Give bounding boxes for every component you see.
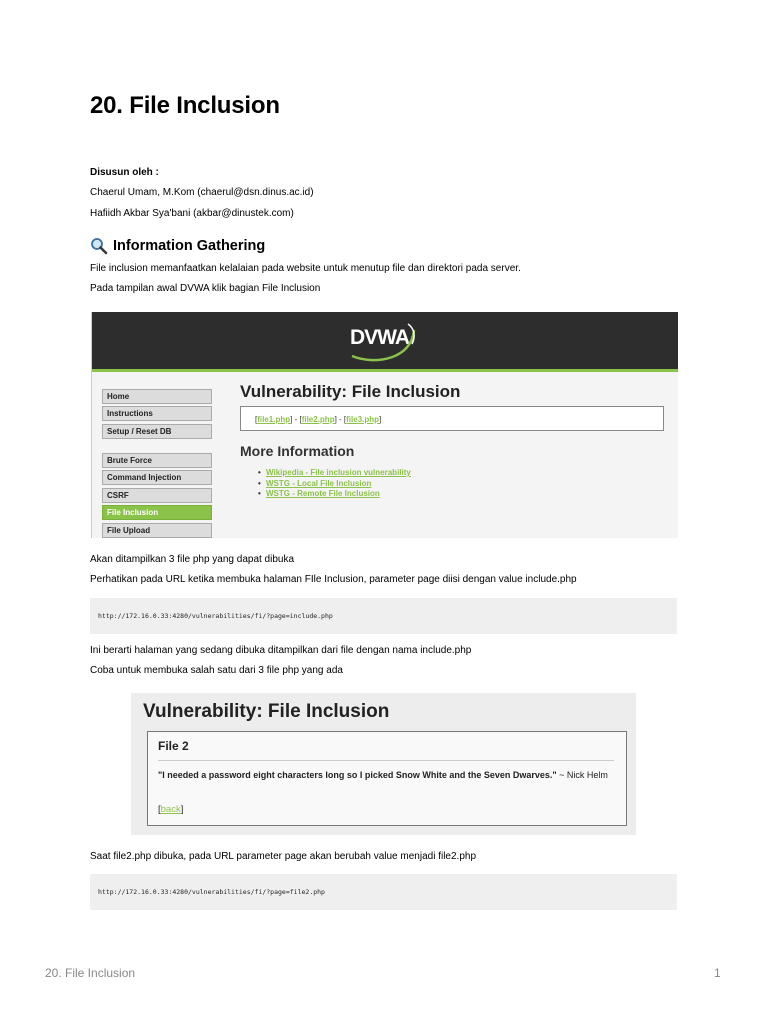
file2-link[interactable]: file2.php <box>301 415 335 424</box>
file2-subheading: File 2 <box>158 739 189 753</box>
footer-title: 20. File Inclusion <box>45 966 136 980</box>
info-link[interactable]: • Wikipedia - File inclusion vulnerability <box>266 468 411 477</box>
menu-item-instructions[interactable]: Instructions <box>102 406 212 421</box>
magnifier-icon <box>90 237 108 255</box>
authors-label: Disusun oleh : <box>90 167 159 178</box>
paragraph: Perhatikan pada URL ketika membuka halaman FIle Inclusion, parameter page diisi dengan value include.php <box>90 574 577 585</box>
back-link[interactable]: back <box>160 804 181 815</box>
file3-link[interactable]: file3.php <box>346 415 380 424</box>
menu-item-home[interactable]: Home <box>102 389 212 404</box>
paragraph: Saat file2.php dibuka, pada URL parameter page akan berubah value menjadi file2.php <box>90 851 477 862</box>
paragraph: Pada tampilan awal DVWA klik bagian File Inclusion <box>90 283 321 294</box>
info-link[interactable]: • WSTG - Remote File Inclusion <box>266 489 380 498</box>
page-number: 1 <box>714 966 721 980</box>
back-link-wrapper: [back] <box>158 804 184 815</box>
file2-screenshot <box>131 693 636 835</box>
menu-item-setup[interactable]: Setup / Reset DB <box>102 424 212 439</box>
paragraph: Ini berarti halaman yang sedang dibuka ditampilkan dari file dengan nama include.php <box>90 645 472 656</box>
menu-item-file-upload[interactable]: File Upload <box>102 523 212 538</box>
file-links-box: [file1.php] - [file2.php] - [file3.php] <box>240 406 664 431</box>
page-title: 20. File Inclusion <box>90 92 280 119</box>
paragraph: File inclusion memanfaatkan kelalaian pada website untuk menutup file dan direktori pada server. <box>90 263 521 274</box>
section-heading <box>90 237 265 255</box>
logo-swoosh-icon <box>342 318 422 364</box>
menu-item-brute-force[interactable]: Brute Force <box>102 453 212 468</box>
paragraph: Akan ditampilkan 3 file php yang dapat dibuka <box>90 554 295 565</box>
dvwa-header <box>92 312 678 372</box>
code-block: http://172.16.0.33:4280/vulnerabilities/fi/?page=file2.php <box>90 874 677 910</box>
code-block: http://172.16.0.33:4280/vulnerabilities/fi/?page=include.php <box>90 598 677 634</box>
file2-content-box <box>147 731 627 826</box>
dvwa-heading: Vulnerability: File Inclusion <box>240 382 461 401</box>
file1-link[interactable]: file1.php <box>257 415 291 424</box>
more-info-heading: More Information <box>240 443 355 459</box>
menu-item-csrf[interactable]: CSRF <box>102 488 212 503</box>
paragraph: Coba untuk membuka salah satu dari 3 file php yang ada <box>90 665 343 676</box>
menu-item-command-injection[interactable]: Command Injection <box>102 470 212 485</box>
divider <box>158 760 614 761</box>
info-link[interactable]: • WSTG - Local File Inclusion <box>266 479 371 488</box>
quote-author: ~ Nick Helm <box>556 770 608 780</box>
menu-item-file-inclusion[interactable]: File Inclusion <box>102 505 212 520</box>
section-heading-text: Information Gathering <box>113 238 266 254</box>
file2-heading: Vulnerability: File Inclusion <box>143 701 390 722</box>
file2-quote <box>158 770 608 781</box>
dvwa-logo: DVWA <box>350 326 409 349</box>
quote-text: "I needed a password eight characters long so I picked Snow White and the Seven Dwarves." <box>158 770 557 780</box>
dvwa-screenshot <box>91 312 678 538</box>
author-line: Chaerul Umam, M.Kom (chaerul@dsn.dinus.ac.id) <box>90 187 314 198</box>
author-line: Hafiidh Akbar Sya'bani (akbar@dinustek.com) <box>90 208 294 219</box>
